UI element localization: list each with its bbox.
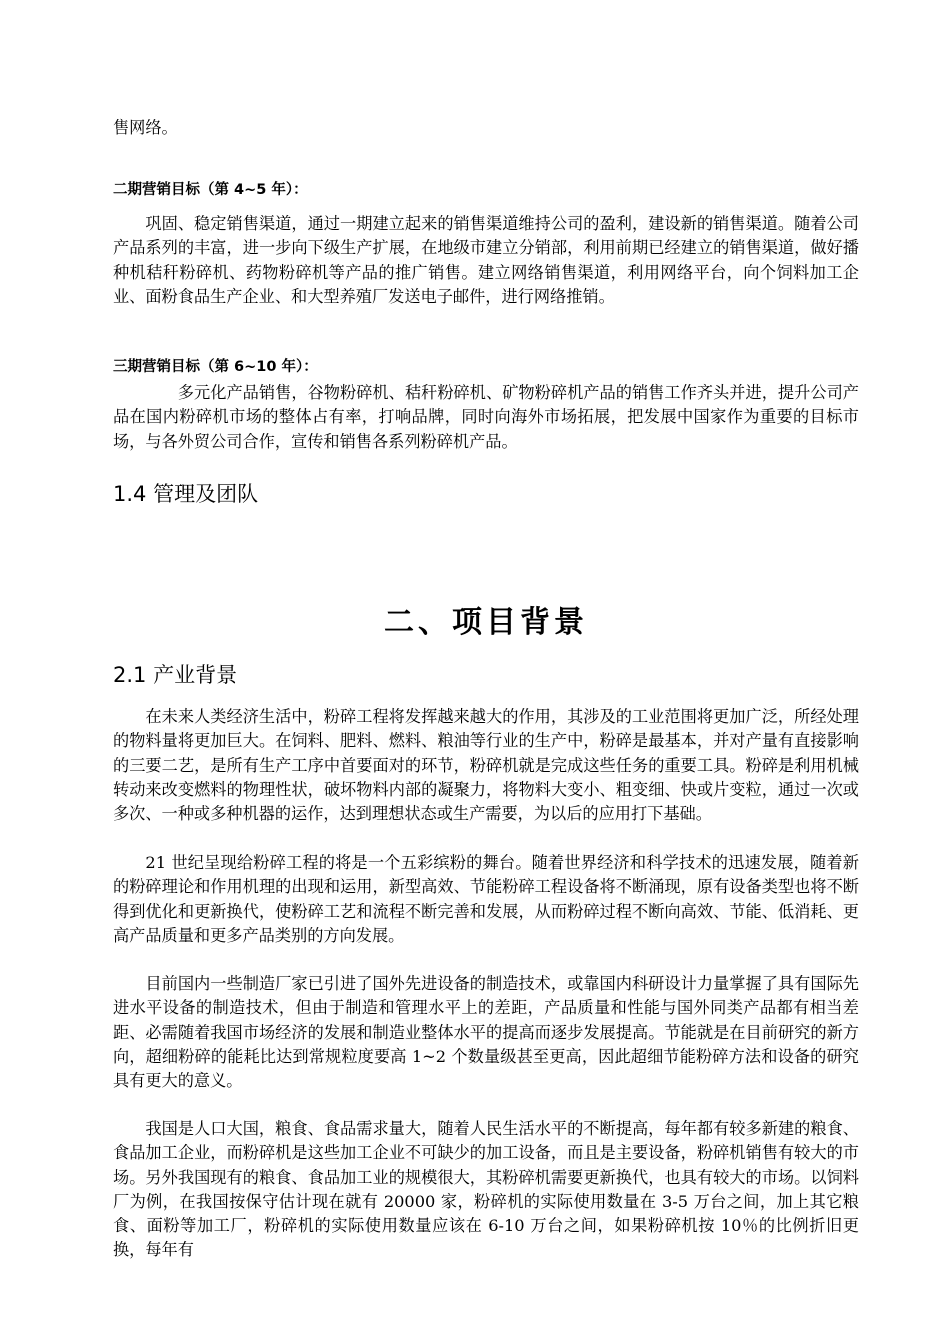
phase3-paragraph: 多元化产品销售，谷物粉碎机、秸秆粉碎机、矿物粉碎机产品的销售工作齐头并进，提升公司产品在国内粉碎机市场的整体占有率，打响品牌，同时向海外市场拓展，把发展中国家作为重要的目标市场，与各外贸公司合作，宣传和销售各系列粉碎机产品。	[113, 383, 859, 451]
industry-paragraph-2: 21 世纪呈现给粉碎工程的将是一个五彩缤粉的舞台。随着世界经济和科学技术的迅速发展，随着新的粉碎理论和作用机理的出现和运用，新型高效、节能粉碎工程设备将不断涌现，原有设备类型也将不断得到优化和更新换代，使粉碎工艺和流程不断完善和发展，从而粉碎过程不断向高效、节能、低消耗、更高产品质量和更多产品类别的方向发展。	[113, 853, 859, 945]
phase3-heading: 三期营销目标（第 6~10 年）：	[113, 359, 318, 375]
chapter-2-title: 二、项目背景	[384, 605, 588, 640]
industry-paragraph-1: 在未来人类经济生活中，粉碎工程将发挥越来越大的作用，其涉及的工业范围将更加广泛，所经处理的物料量将更加巨大。在饲料、肥料、燃料、粮油等行业的生产中，粉碎是最基本，并对产量有直接影响的三要二艺，是所有生产工序中首要面对的环节，粉碎机就是完成这些任务的重要工具。粉碎是利用机械转动来改变燃料的物理性状，破坏物料内部的凝聚力，将物料大变小、粗变细、快或片变粒，通过一次或多次、一种或多种机器的运作，达到理想状态或生产需要，为以后的应用打下基础。	[113, 707, 859, 824]
document-page	[113, 0, 859, 1344]
section-2-1-heading: 2.1 产业背景	[113, 663, 238, 687]
industry-paragraph-3: 目前国内一些制造厂家已引进了国外先进设备的制造技术，或靠国内科研设计力量掌握了具有国际先进水平设备的制造技术，但由于制造和管理水平上的差距，产品质量和性能与国外同类产品都有相当差距、必需随着我国市场经济的发展和制造业整体水平的提高而逐步发展提高。节能就是在目前研究的新方向，超细粉碎的能耗比达到常规粒度要高 1~2 个数量级甚至更高，因此超细节能粉碎方法和设备的研究具有更大的意义。	[113, 974, 859, 1091]
continuation-text: 售网络。	[113, 118, 178, 137]
industry-paragraph-4: 我国是人口大国，粮食、食品需求量大，随着人民生活水平的不断提高，每年都有较多新建的粮食、食品加工企业，而粉碎机是这些加工企业不可缺少的加工设备，而且是主要设备，粉碎机销售有较大的市场。另外我国现有的粮食、食品加工业的规模很大，其粉碎机需要更新换代，也具有较大的市场。以饲料厂为例，在我国按保守估计现在就有 20000 家，粉碎机的实际使用数量在 3-5 万台之间，加上其它粮食、面粉等加工厂，粉碎机的实际使用数量应该在 6-10 万台之间，如果粉碎机按 10％的比例折旧更换，每年有	[113, 1119, 859, 1260]
section-1-4-heading: 1.4 管理及团队	[113, 482, 259, 506]
phase2-paragraph: 巩固、稳定销售渠道，通过一期建立起来的销售渠道维持公司的盈利，建设新的销售渠道。随着公司产品系列的丰富，进一步向下级生产扩展，在地级市建立分销部，利用前期已经建立的销售渠道，做好播种机秸秆粉碎机、药物粉碎机等产品的推广销售。建立网络销售渠道，利用网络平台，向个饲料加工企业、面粉食品生产企业、和大型养殖厂发送电子邮件，进行网络推销。	[113, 214, 859, 306]
phase2-heading: 二期营销目标（第 4~5 年）：	[113, 182, 308, 198]
